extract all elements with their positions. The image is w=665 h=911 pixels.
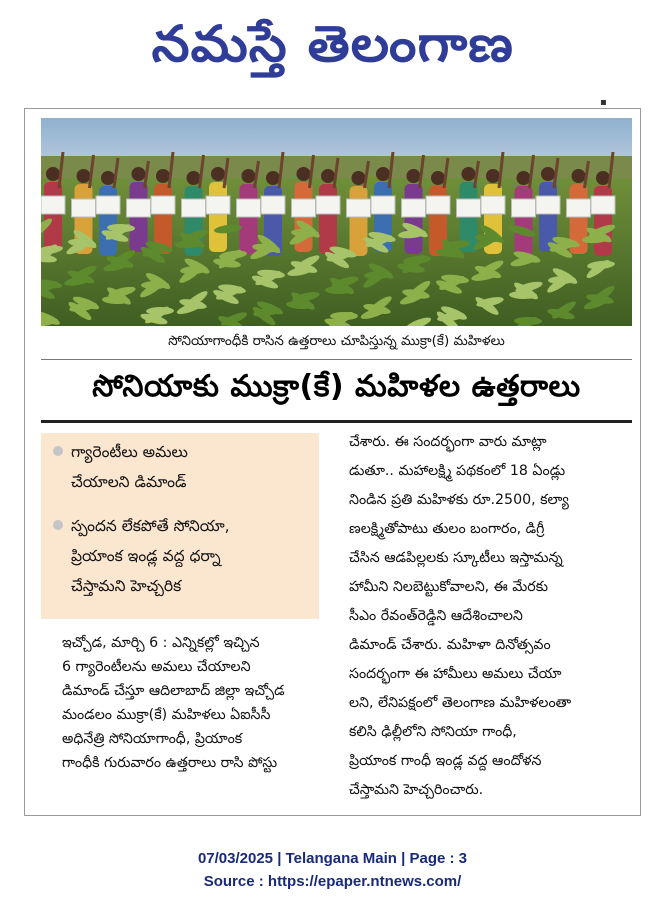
body-line: నిండిన ప్రతి మహిళకు రూ.2500, కల్యా — [349, 492, 569, 508]
masthead — [0, 0, 665, 100]
farm-protest-photo — [41, 118, 632, 326]
body-line: అధినేత్రి సోనియాగాంధీ, ప్రియాంక — [62, 731, 243, 747]
body-line: 6 గ్యారెంటీలను అమలు చేయాలని — [62, 659, 251, 675]
newspaper-logo: నమస్తే తెలంగాణ — [151, 14, 514, 73]
headline: సోనియాకు ముక్రా(కే) మహిళల ఉత్తరాలు — [92, 369, 581, 404]
highlight-line: గ్యారెంటీలు అమలు — [71, 443, 188, 461]
body-line: కలిసి ఢిల్లీలోని సోనియా గాంధీ, — [349, 724, 517, 740]
body-line: డిమాండ్ చేశారు. మహిళా దినోత్సవం — [349, 637, 551, 653]
body-line: ఇచ్చోడ, మార్చి 6 : ఎన్నికల్లో ఇచ్చిన — [62, 635, 260, 651]
edition-info: 07/03/2025 | Telangana Main | Page : 3 — [197, 850, 468, 867]
bullet-icon — [53, 446, 63, 456]
body-line: మండలం ముక్రా(కే) మహిళలు ఏఐసీసీ — [62, 707, 271, 723]
body-line: లని, లేనిపక్షంలో తెలంగాణ మహిళలంతా — [349, 695, 572, 711]
body-line: సందర్భంగా ఈ హామీలు అమలు చేయా — [349, 666, 562, 682]
photo-caption: సోనియాగాంధీకి రాసిన ఉత్తరాలు చూపిస్తున్న ముక్రా(కే) మహిళలు — [168, 333, 505, 349]
article-photo — [41, 118, 632, 326]
body-line: ణలక్ష్మితోపాటు తులం బంగారం, డిగ్రీ — [349, 521, 545, 537]
body-line: డుతూ.. మహాలక్ష్మి పథకంలో 18 ఏండ్లు — [349, 463, 566, 479]
highlight-line: చేయాలని డిమాండ్ — [71, 473, 187, 491]
highlight-line: ప్రియాంక ఇండ్ల వద్ద ధర్నా — [71, 547, 221, 565]
body-line: చేశారు. ఈ సందర్భంగా వారు మాట్లా — [349, 434, 547, 450]
highlight-item — [55, 437, 313, 497]
source-link[interactable]: Source : https://epaper.ntnews.com/ — [203, 873, 462, 890]
body-line: సీఎం రేవంత్‌రెడ్డిని ఆదేశించాలని — [349, 608, 523, 624]
body-line: డిమాండ్ చేస్తూ ఆదిలాబాద్ జిల్లా ఇచ్చోడ — [62, 683, 285, 699]
highlight-item — [55, 511, 313, 601]
body-line: గాంధీకి గురువారం ఉత్తరాలు రాసి పోస్టు — [62, 755, 278, 771]
page-marker: ▪ — [600, 97, 607, 108]
headline-divider — [41, 420, 632, 423]
highlight-line: స్పందన లేకపోతే సోనియా, — [71, 517, 230, 535]
body-line: ప్రియాంక గాంధీ ఇండ్ల వద్ద ఆందోళన — [349, 753, 542, 769]
body-line: చేసిన ఆడపిల్లలకు స్కూటీలు ఇస్తామన్న — [349, 550, 563, 566]
bullet-icon — [53, 520, 63, 530]
highlight-line: చేస్తామని హెచ్చరిక — [71, 577, 182, 595]
body-line: చేస్తామని హెచ్చరించారు. — [349, 782, 484, 798]
body-line: హామీని నిలబెట్టుకోవాలని, ఈ మేరకు — [349, 579, 549, 595]
highlight-box — [41, 433, 319, 619]
caption-divider — [41, 359, 632, 360]
